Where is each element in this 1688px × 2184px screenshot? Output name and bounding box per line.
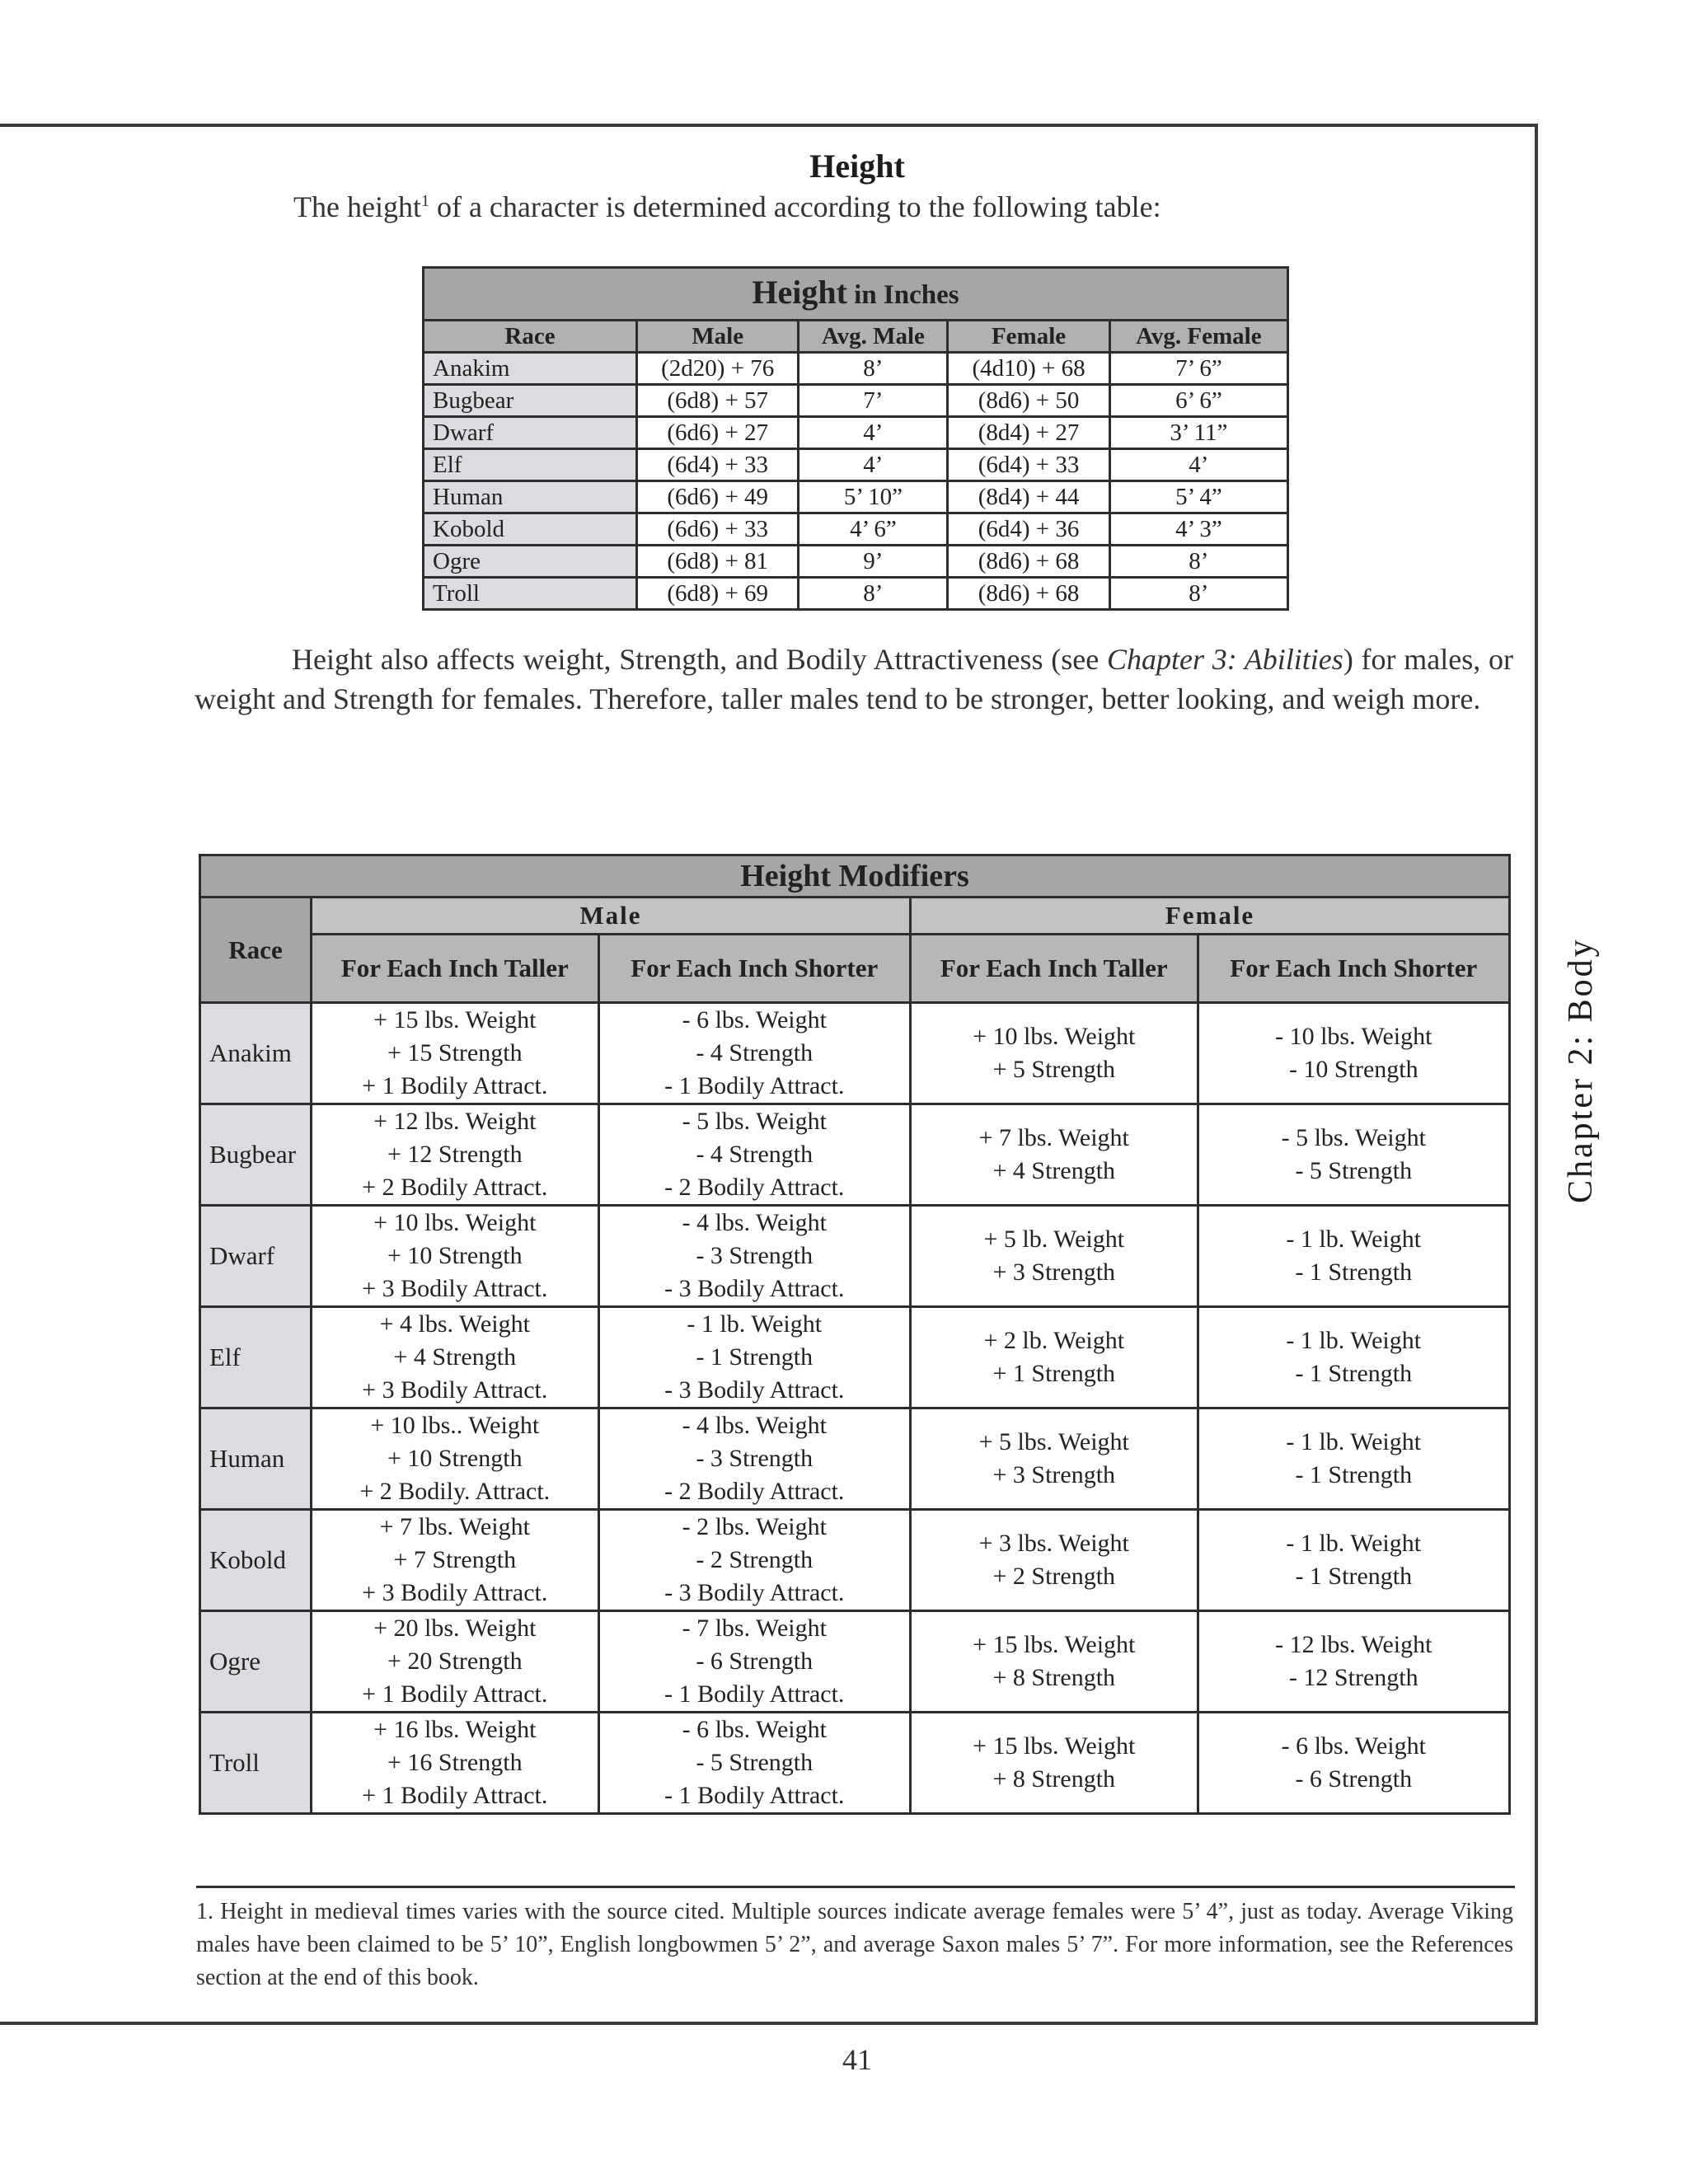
modifier-line: - 1 lb. Weight bbox=[687, 1310, 823, 1338]
modifier-line: - 5 Strength bbox=[1295, 1157, 1413, 1184]
race-cell: Dwarf bbox=[200, 1206, 312, 1307]
intro-sentence bbox=[293, 190, 1161, 224]
race-cell: Anakim bbox=[424, 353, 637, 385]
table-cell: 4’ bbox=[799, 449, 948, 481]
modifier-line: - 4 Strength bbox=[696, 1039, 814, 1066]
modifier-cell bbox=[312, 1510, 599, 1611]
table-row bbox=[424, 417, 1288, 449]
modifier-line: - 3 Bodily Attract. bbox=[664, 1579, 845, 1606]
modifiers-table-title: Height Modifiers bbox=[200, 855, 1510, 898]
body-paragraph bbox=[195, 640, 1513, 719]
table-cell: 8’ bbox=[1109, 546, 1287, 578]
table-cell: 8’ bbox=[799, 578, 948, 610]
race-cell: Kobold bbox=[200, 1510, 312, 1611]
race-cell: Elf bbox=[424, 449, 637, 481]
modifier-line: + 3 Strength bbox=[992, 1258, 1116, 1286]
modifier-cell bbox=[910, 1713, 1198, 1814]
modifier-line: - 2 lbs. Weight bbox=[682, 1513, 827, 1540]
table-cell: (6d4) + 36 bbox=[948, 513, 1109, 546]
modifier-line: - 5 lbs. Weight bbox=[682, 1108, 827, 1135]
modifier-line: + 2 Bodily Attract. bbox=[362, 1174, 548, 1201]
intro-text-after: of a character is determined according to the following table: bbox=[429, 190, 1161, 223]
race-cell: Bugbear bbox=[200, 1104, 312, 1206]
modifiers-race-header: Race bbox=[200, 898, 312, 1003]
modifier-line: + 4 Strength bbox=[393, 1343, 517, 1371]
modifier-line: - 1 Strength bbox=[696, 1343, 814, 1371]
modifier-line: - 5 Strength bbox=[696, 1749, 814, 1776]
modifier-cell bbox=[312, 1307, 599, 1408]
table-cell: 7’ 6” bbox=[1109, 353, 1287, 385]
modifier-cell bbox=[598, 1611, 910, 1713]
modifier-cell bbox=[1198, 1510, 1509, 1611]
modifier-cell bbox=[598, 1307, 910, 1408]
height-modifiers-table bbox=[199, 854, 1511, 1815]
modifier-line: - 6 Strength bbox=[696, 1647, 814, 1675]
table-row bbox=[200, 1510, 1510, 1611]
chapter-reference: Chapter 3: Abilities bbox=[1106, 643, 1343, 676]
modifiers-table-body bbox=[200, 1003, 1510, 1814]
modifier-line: + 2 Bodily. Attract. bbox=[359, 1478, 551, 1505]
modifier-cell bbox=[312, 1611, 599, 1713]
modifier-line: - 2 Bodily Attract. bbox=[664, 1174, 845, 1201]
modifier-line: - 1 Strength bbox=[1295, 1461, 1413, 1488]
modifier-line: + 10 Strength bbox=[387, 1242, 523, 1269]
modifier-line: + 16 Strength bbox=[387, 1749, 523, 1776]
modifier-cell bbox=[1198, 1408, 1509, 1510]
footnote-marker: 1 bbox=[420, 192, 429, 210]
section-heading: Height bbox=[809, 148, 905, 185]
modifier-cell bbox=[1198, 1611, 1509, 1713]
table-cell: (6d4) + 33 bbox=[637, 449, 799, 481]
modifiers-subheader: For Each Inch Shorter bbox=[1198, 935, 1509, 1003]
table-row bbox=[424, 546, 1288, 578]
modifier-line: - 1 Bodily Attract. bbox=[664, 1680, 845, 1708]
modifier-line: + 7 Strength bbox=[393, 1546, 517, 1573]
modifier-cell bbox=[910, 1206, 1198, 1307]
table-cell: 5’ 10” bbox=[799, 481, 948, 513]
table-cell: 5’ 4” bbox=[1109, 481, 1287, 513]
modifier-cell bbox=[312, 1713, 599, 1814]
race-cell: Bugbear bbox=[424, 385, 637, 417]
table-cell: 3’ 11” bbox=[1109, 417, 1287, 449]
modifier-line: + 5 lbs. Weight bbox=[978, 1428, 1129, 1455]
modifier-cell bbox=[1198, 1307, 1509, 1408]
height-table-title-main: Height bbox=[752, 274, 847, 311]
modifier-line: + 8 Strength bbox=[992, 1765, 1116, 1793]
table-cell: 8’ bbox=[1109, 578, 1287, 610]
table-cell: (6d6) + 27 bbox=[637, 417, 799, 449]
modifier-line: + 10 lbs.. Weight bbox=[370, 1412, 540, 1439]
modifier-line: + 1 Strength bbox=[992, 1360, 1116, 1387]
modifier-line: - 7 lbs. Weight bbox=[682, 1615, 827, 1642]
modifier-line: - 6 lbs. Weight bbox=[682, 1006, 827, 1033]
modifier-cell bbox=[910, 1408, 1198, 1510]
modifiers-subheader: For Each Inch Taller bbox=[312, 935, 599, 1003]
modifiers-subheader: For Each Inch Shorter bbox=[598, 935, 910, 1003]
modifier-line: + 20 Strength bbox=[387, 1647, 523, 1675]
modifier-cell bbox=[910, 1611, 1198, 1713]
race-cell: Human bbox=[200, 1408, 312, 1510]
footnote-divider bbox=[196, 1886, 1515, 1888]
race-cell: Ogre bbox=[424, 546, 637, 578]
table-cell: (8d6) + 68 bbox=[948, 578, 1109, 610]
modifier-line: + 12 Strength bbox=[387, 1141, 523, 1168]
modifier-line: + 1 Bodily Attract. bbox=[362, 1072, 548, 1099]
table-cell: 9’ bbox=[799, 546, 948, 578]
table-cell: 4’ 6” bbox=[799, 513, 948, 546]
modifier-line: + 10 lbs. Weight bbox=[373, 1209, 537, 1236]
height-in-inches-table bbox=[422, 266, 1289, 611]
modifier-line: - 1 lb. Weight bbox=[1286, 1428, 1422, 1455]
modifier-line: + 3 lbs. Weight bbox=[978, 1530, 1129, 1557]
modifier-cell bbox=[312, 1104, 599, 1206]
race-cell: Anakim bbox=[200, 1003, 312, 1104]
modifier-line: - 2 Bodily Attract. bbox=[664, 1478, 845, 1505]
modifier-line: + 10 Strength bbox=[387, 1445, 523, 1472]
table-row bbox=[200, 1003, 1510, 1104]
race-cell: Human bbox=[424, 481, 637, 513]
table-row bbox=[424, 513, 1288, 546]
height-table-column-header: Race bbox=[424, 321, 637, 353]
modifier-line: - 1 Strength bbox=[1295, 1258, 1413, 1286]
modifier-cell bbox=[598, 1713, 910, 1814]
modifier-cell bbox=[598, 1104, 910, 1206]
modifier-line: + 4 Strength bbox=[992, 1157, 1116, 1184]
table-cell: (6d6) + 33 bbox=[637, 513, 799, 546]
modifier-line: + 7 lbs. Weight bbox=[978, 1124, 1129, 1151]
modifier-line: - 4 Strength bbox=[696, 1141, 814, 1168]
race-cell: Troll bbox=[200, 1713, 312, 1814]
race-cell: Elf bbox=[200, 1307, 312, 1408]
modifier-line: - 6 Strength bbox=[1295, 1765, 1413, 1793]
table-cell: (6d8) + 81 bbox=[637, 546, 799, 578]
height-table-title bbox=[424, 268, 1288, 321]
intro-text-before: The height bbox=[293, 190, 421, 223]
height-table-column-header: Avg. Male bbox=[799, 321, 948, 353]
race-cell: Ogre bbox=[200, 1611, 312, 1713]
table-row bbox=[424, 353, 1288, 385]
modifier-cell bbox=[598, 1003, 910, 1104]
height-table-column-header: Female bbox=[948, 321, 1109, 353]
modifier-cell bbox=[312, 1206, 599, 1307]
table-row bbox=[424, 385, 1288, 417]
race-cell: Dwarf bbox=[424, 417, 637, 449]
modifier-line: + 2 lb. Weight bbox=[983, 1327, 1125, 1354]
modifier-line: + 15 lbs. Weight bbox=[373, 1006, 537, 1033]
modifier-line: - 12 lbs. Weight bbox=[1275, 1631, 1432, 1658]
table-cell: 6’ 6” bbox=[1109, 385, 1287, 417]
modifier-cell bbox=[910, 1510, 1198, 1611]
table-row bbox=[200, 1408, 1510, 1510]
paragraph-text-2: ) for males, or weight and Strength for females. Therefore, taller males tend to be stronger, better looking, and weigh more. bbox=[195, 643, 1514, 715]
table-cell: (8d4) + 27 bbox=[948, 417, 1109, 449]
table-row bbox=[424, 578, 1288, 610]
modifier-cell bbox=[1198, 1104, 1509, 1206]
modifier-cell bbox=[910, 1104, 1198, 1206]
table-row bbox=[200, 1611, 1510, 1713]
table-cell: 7’ bbox=[799, 385, 948, 417]
modifiers-subheader-row bbox=[200, 935, 1510, 1003]
modifier-line: + 1 Bodily Attract. bbox=[362, 1680, 548, 1708]
modifier-cell bbox=[598, 1408, 910, 1510]
modifier-cell bbox=[1198, 1003, 1509, 1104]
modifiers-subheader: For Each Inch Taller bbox=[910, 935, 1198, 1003]
table-cell: (8d4) + 44 bbox=[948, 481, 1109, 513]
modifier-line: - 4 lbs. Weight bbox=[682, 1412, 827, 1439]
race-cell: Kobold bbox=[424, 513, 637, 546]
modifier-line: - 1 Strength bbox=[1295, 1360, 1413, 1387]
modifier-line: + 3 Bodily Attract. bbox=[362, 1579, 548, 1606]
modifier-line: + 20 lbs. Weight bbox=[373, 1615, 537, 1642]
modifier-line: + 5 Strength bbox=[992, 1056, 1116, 1083]
modifier-cell bbox=[1198, 1206, 1509, 1307]
table-cell: 4’ 3” bbox=[1109, 513, 1287, 546]
modifier-line: - 3 Strength bbox=[696, 1242, 814, 1269]
height-table-column-header: Male bbox=[637, 321, 799, 353]
table-cell: (6d4) + 33 bbox=[948, 449, 1109, 481]
modifier-line: + 3 Bodily Attract. bbox=[362, 1376, 548, 1404]
modifier-line: - 6 lbs. Weight bbox=[682, 1716, 827, 1743]
modifier-line: - 2 Strength bbox=[696, 1546, 814, 1573]
modifier-line: + 1 Bodily Attract. bbox=[362, 1782, 548, 1809]
height-table-header-row bbox=[424, 321, 1288, 353]
modifiers-male-header: Male bbox=[312, 898, 911, 935]
modifier-line: - 1 Strength bbox=[1295, 1563, 1413, 1590]
modifier-line: - 1 Bodily Attract. bbox=[664, 1782, 845, 1809]
modifier-line: + 2 Strength bbox=[992, 1563, 1116, 1590]
table-row bbox=[424, 449, 1288, 481]
modifier-line: - 6 lbs. Weight bbox=[1281, 1732, 1426, 1760]
height-table-column-header: Avg. Female bbox=[1109, 321, 1287, 353]
modifier-line: - 4 lbs. Weight bbox=[682, 1209, 827, 1236]
modifier-line: + 3 Bodily Attract. bbox=[362, 1275, 548, 1302]
modifier-cell bbox=[910, 1003, 1198, 1104]
modifier-line: + 7 lbs. Weight bbox=[379, 1513, 530, 1540]
modifier-line: + 15 lbs. Weight bbox=[973, 1631, 1136, 1658]
table-cell: (8d6) + 50 bbox=[948, 385, 1109, 417]
table-cell: 4’ bbox=[799, 417, 948, 449]
table-cell: (8d6) + 68 bbox=[948, 546, 1109, 578]
modifier-line: - 5 lbs. Weight bbox=[1281, 1124, 1426, 1151]
modifier-line: + 16 lbs. Weight bbox=[373, 1716, 537, 1743]
table-row bbox=[200, 1307, 1510, 1408]
table-cell: 4’ bbox=[1109, 449, 1287, 481]
table-row bbox=[200, 1713, 1510, 1814]
table-row bbox=[424, 481, 1288, 513]
modifier-line: - 1 lb. Weight bbox=[1286, 1327, 1422, 1354]
paragraph-text-1: Height also affects weight, Strength, and Bodily Attractiveness (see bbox=[292, 643, 1107, 676]
modifier-line: - 1 lb. Weight bbox=[1286, 1530, 1422, 1557]
page-number: 41 bbox=[842, 2043, 872, 2076]
modifier-line: + 12 lbs. Weight bbox=[373, 1108, 537, 1135]
modifier-line: - 1 Bodily Attract. bbox=[664, 1072, 845, 1099]
modifier-line: - 3 Bodily Attract. bbox=[664, 1275, 845, 1302]
footnote: 1. Height in medieval times varies with the source cited. Multiple sources indicate average females were 5’ 4”, just as today. Average Viking males have been claimed to be 5’ 10”, English longbowmen 5’ 2”, and average Saxon males 5’ 7”. For more information, see the References section at the end of this book. bbox=[196, 1899, 1513, 1990]
modifier-line: + 4 lbs. Weight bbox=[379, 1310, 530, 1338]
modifier-line: - 10 lbs. Weight bbox=[1275, 1023, 1432, 1050]
modifier-line: + 15 Strength bbox=[387, 1039, 523, 1066]
table-cell: (6d8) + 69 bbox=[637, 578, 799, 610]
modifier-cell bbox=[1198, 1713, 1509, 1814]
table-cell: (6d8) + 57 bbox=[637, 385, 799, 417]
modifier-line: + 10 lbs. Weight bbox=[973, 1023, 1136, 1050]
table-row bbox=[200, 1104, 1510, 1206]
table-cell: (2d20) + 76 bbox=[637, 353, 799, 385]
modifier-line: - 1 lb. Weight bbox=[1286, 1226, 1422, 1253]
height-table-title-small: in Inches bbox=[846, 280, 959, 310]
modifier-line: + 8 Strength bbox=[992, 1664, 1116, 1691]
table-row bbox=[200, 1206, 1510, 1307]
height-table-body bbox=[424, 353, 1288, 610]
modifier-cell bbox=[598, 1206, 910, 1307]
modifier-line: + 15 lbs. Weight bbox=[973, 1732, 1136, 1760]
modifiers-female-header: Female bbox=[910, 898, 1509, 935]
modifier-cell bbox=[910, 1307, 1198, 1408]
modifier-line: + 5 lb. Weight bbox=[983, 1226, 1125, 1253]
modifier-cell bbox=[312, 1003, 599, 1104]
modifier-line: - 12 Strength bbox=[1288, 1664, 1418, 1691]
modifier-line: - 3 Bodily Attract. bbox=[664, 1376, 845, 1404]
chapter-side-tab: Chapter 2: Body bbox=[1562, 937, 1600, 1203]
table-cell: (4d10) + 68 bbox=[948, 353, 1109, 385]
table-cell: (6d6) + 49 bbox=[637, 481, 799, 513]
modifier-cell bbox=[312, 1408, 599, 1510]
table-cell: 8’ bbox=[799, 353, 948, 385]
modifier-cell bbox=[598, 1510, 910, 1611]
modifier-line: - 3 Strength bbox=[696, 1445, 814, 1472]
modifier-line: - 10 Strength bbox=[1288, 1056, 1418, 1083]
race-cell: Troll bbox=[424, 578, 637, 610]
modifier-line: + 3 Strength bbox=[992, 1461, 1116, 1488]
